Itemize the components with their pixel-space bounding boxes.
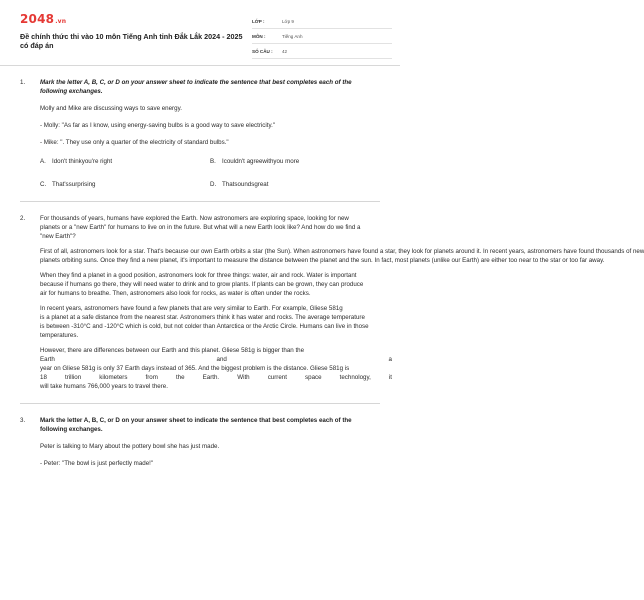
word: technology, [339, 374, 371, 381]
option-text: Idon't thinkyou're right [52, 158, 113, 165]
passage-paragraph: year on Gliese 581g is only 37 Earth days instead of 365. And the biggest problem is the distance. Gliese 581g is [40, 365, 350, 372]
passage-paragraph: When they find a planet in a good position, astronomers look for three things: water, air and rock. Water is important because if humans go there, they will need water to drink and to grow plants. If plants can be grown, they can produce air for humans to breathe. Then, astronomers also look for rocks, as water is often under the rocks. [40, 272, 364, 297]
question-context: Molly and Mike are discussing ways to save energy. [40, 105, 182, 112]
question-list [0, 78, 644, 468]
question-1 [0, 78, 400, 189]
word: and [216, 356, 227, 363]
option-letter: C. [40, 181, 47, 188]
page-title: Đề chính thức thi vào 10 môn Tiếng Anh tỉnh Đắk Lắk 2024 - 2025 có đáp án [20, 32, 243, 50]
passage-paragraph: However, there are differences between our Earth and this planet. Gliese 581g is bigger than the [40, 347, 305, 354]
meta-label: SỐ CÂU : [252, 48, 273, 54]
word: a [388, 356, 392, 363]
meta-value[interactable]: Lớp 9 [282, 18, 294, 24]
passage-paragraph: planets orbiting suns. Once they find a new planet, it's important to measure the distance between the planet and the sun. In fact, most planets (unlike our Earth) are either too near to the star or too far away. [40, 257, 605, 264]
option-text: Icouldn't agreewithyou more [222, 158, 300, 165]
option-letter: D. [210, 181, 217, 188]
meta-value[interactable]: Tiếng Anh [282, 33, 303, 39]
dialogue-line: - Mike: ". They use only a quarter of the electricity of standard bulbs." [40, 139, 229, 146]
meta-row-count [252, 44, 392, 59]
passage-paragraph: For thousands of years, humans have explored the Earth. Now astronomers are exploring space, looking for new planets or a "new Earth" for humans to live on in the future. But what will a new Earth look like? And how do we find a "new Earth"? [40, 215, 361, 240]
meta-row-class [252, 14, 392, 29]
option-c[interactable] [40, 180, 210, 189]
question-instruction: Mark the letter A, B, C, or D on your answer sheet to indicate the sentence that best completes each of the following exchanges. [40, 417, 352, 433]
word: kilometers [99, 374, 128, 381]
logo-main: 2048 [20, 12, 55, 26]
question-instruction: Mark the letter A, B, C, or D on your answer sheet to indicate the sentence that best completes each of the following exchanges. [40, 79, 352, 95]
passage-paragraph: First of all, astronomers look for a star. That's because our own Earth orbits a star (the Sun). When astronomers have found a star, they look for planets around it. In recent years, astronomers have found thousands of new [40, 248, 644, 255]
question-3 [0, 416, 400, 468]
option-d[interactable] [210, 180, 380, 189]
divider [20, 201, 380, 202]
logo-suffix: .vn [55, 18, 67, 25]
word: space [305, 374, 322, 381]
question-2 [0, 214, 644, 391]
meta-label: MÔN : [252, 33, 266, 39]
passage-paragraph: is a planet at a safe distance from the nearest star. Astronomers think it has water and rocks. The average temperature is between -310°C and -120°C which is cold, but not colder than Antarctica or the Arctic Circle. Humans can live in those temperatures. [40, 314, 369, 339]
answer-options [40, 157, 392, 189]
meta-value: 42 [282, 48, 288, 54]
question-context: Peter is talking to Mary about the pottery bowl she has just made. [40, 443, 220, 450]
question-number: 2. [20, 215, 26, 222]
word: Earth. [202, 374, 220, 381]
question-number: 1. [20, 79, 26, 86]
option-a[interactable] [40, 157, 210, 166]
word: current [267, 374, 287, 381]
word: With [237, 374, 250, 381]
meta-row-subject [252, 29, 392, 44]
question-number: 3. [20, 417, 26, 424]
dialogue-line: - Molly: "As far as I know, using energy-saving bulbs is a good way to save electricity." [40, 122, 276, 129]
passage-paragraph: In recent years, astronomers have found a few planets that are very similar to Earth. For example, Gliese 581g [40, 305, 343, 312]
option-text: That'ssurprising [52, 181, 96, 188]
dialogue-line: - Peter: "The bowl is just perfectly made!" [40, 460, 154, 467]
option-letter: B. [210, 158, 216, 165]
option-b[interactable] [210, 157, 380, 166]
word: trillion [64, 374, 82, 381]
divider [20, 403, 380, 404]
option-letter: A. [40, 158, 46, 165]
option-text: Thatsoundsgreat [222, 181, 269, 188]
word: Earth [40, 356, 55, 363]
meta-table [252, 14, 392, 59]
passage-line [40, 355, 392, 364]
passage-line [40, 373, 392, 382]
word: 18 [40, 374, 47, 381]
word: it [388, 374, 392, 381]
word: from [145, 374, 158, 381]
passage-paragraph: will take humans 766,000 years to travel there. [40, 383, 168, 390]
word: the [175, 374, 185, 381]
site-logo[interactable] [20, 12, 66, 26]
page-header [0, 0, 400, 66]
meta-label: LỚP : [252, 18, 265, 24]
